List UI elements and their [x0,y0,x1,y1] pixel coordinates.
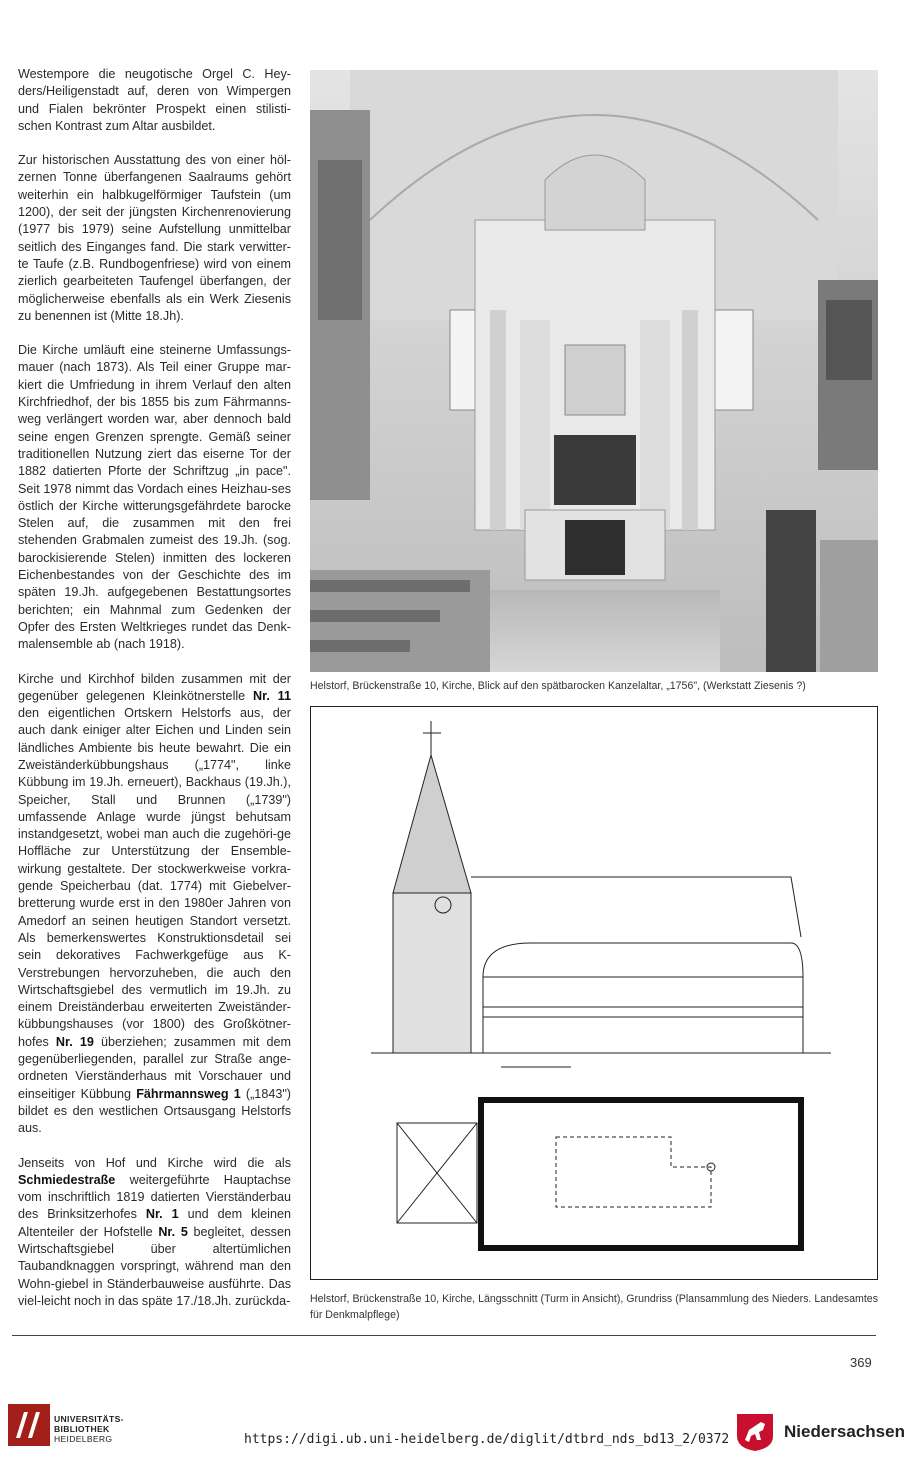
body-text-column [18,66,291,1327]
digitization-footer [0,1400,921,1466]
architectural-drawing [310,706,878,1280]
permalink-url[interactable]: https://digi.ub.uni-heidelberg.de/diglit/dtbrd_nds_bd13_2/0372 [244,1432,730,1447]
paragraph-schmiedestrasse: Jenseits von Hof und Kirche wird die als Schmiedestraße weitergeführte Hauptachse vom inschriftlich 1819 datierten Vierständerbau des Brinksitzerhofes Nr. 1 und dem kleinen Altenteiler der Hofstelle Nr. 5 begleitet, dessen Wirtschaftsgiebel über altertümlichen Taubandknaggen vorspringt, während man den Wohn-giebel in Ständerbauweise ausführte. Das viel-leicht noch in das späte 17./18.Jh. zurückda- [18,1155,291,1308]
brand-name: Niedersachsen [784,1422,905,1441]
ref-nr-19: Nr. 19 [55,1034,94,1049]
paragraph-organ: Westempore die neugotische Orgel C. Hey-ders/Heiligenstadt auf, deren von Wimpergen und Fialen bekrönter Prospekt einen stilisti-schen Kontrast zum Altar ausbildet. [18,67,291,133]
ref-nr-5: Nr. 5 [158,1224,188,1239]
lower-saxony-horse-icon [735,1412,775,1452]
footer-rule [12,1335,876,1336]
page-number: 369 [850,1355,872,1370]
paragraph-furnishings: Zur historischen Ausstattung des von einer höl-zernen Tonne überfangenen Saalraums gehört weiterhin ein halbkugelförmiger Taufstein (um 1200), der seit der jüngsten Kirchenrenovierung (1977 bis 1979) seine Aufstellung unmittelbar seitlich des Einganges fand. Die stark verwitter-te Taufe (z.B. Rundbogenfriese) wird von einem zierlich gearbeiteten Taufengel überfangen, der möglicherweise ebenfalls als ein Werk Ziesenis zu benennen ist (Mitte 18.Jh). [18,153,291,323]
ref-nr-11: Nr. 11 [253,688,291,703]
drawing-caption: Helstorf, Brückenstraße 10, Kirche, Längsschnitt (Turm in Ansicht), Grundriss (Plansammlung des Nieders. Landesamtes für Denkmalpflege) [310,1293,878,1321]
ref-schmiedestrasse: Schmiedestraße [18,1172,116,1187]
university-library-logo-icon [8,1404,50,1446]
photo-caption: Helstorf, Brückenstraße 10, Kirche, Blick auf den spätbarocken Kanzelaltar, „1756", (Werkstatt Ziesenis ?) [310,680,806,692]
paragraph-churchyard-wall: Die Kirche umläuft eine steinerne Umfassungs-mauer (nach 1873). Als Teil einer Gruppe mar-kiert die Umfriedung in ihrem Verlauf den alten Kirchfriedhof, der bis 1855 bis zum Fährmanns-weg verlängert worden war, aber dennoch bald seine engen Grenzen sprengte. Gemäß seiner traditionellen Nutzung ziert das eiserne Tor der 1882 datierten Pforte der Schriftzug „in pace". Seit 1978 nimmt das Vordach eines Heizhau-ses östlich der Kirche witterungsgefährdete barocke Stelen auf, die zusammen mit den frei stehenden Grabmalen zumeist des 19.Jh. (sog. barockisierende Stelen) inmitten des lockeren Eichenbestandes von der Geschichte des im späten 19.Jh. aufgegebenen Bestattungsortes berichten; ein Mahnmal zum Gedenken der Opfer des Ersten Weltkrieges rundet das Denk-malensemble ab (nach 1918). [18,343,291,652]
ref-faehrmannsweg-1: Fährmannsweg 1 [136,1086,241,1101]
church-interior-photo [310,70,878,672]
paragraph-village-core: Kirche und Kirchhof bilden zusammen mit der gegenüber gelegenen Kleinkötnerstelle Nr. 11 den eigentlichen Ortskern Helstorfs aus, der auch dank einiger alter Eichen und Linden sein ländliches Ambiente bis heute bewahrt. Die ein Zweiständerkübbungshaus („1774", linke Kübbung im 19.Jh. erneuert), Backhaus (19.Jh.), Speicher, Stall und Brunnen („1739") umfassende Anlage wurde jüngst behutsam instandgesetzt, wobei man auch die zugehöri-ge Hofflächе zur Unterstützung der Ensemble-wirkung gestaltete. Der stockwerkweise vorkra-gende Speicherbau (dat. 1774) mit Giebelver-bretterung wurde erst in den 1980er Jahren von Amedorf an seinen heutigen Standort versetzt. Als bemerkenswertes Konstruktionsdetail sei sein dekoratives Fachwerkgefüge aus K-Verstrebungen hervorzuheben, die auch den Wirtschaftsgiebel des vermutlich im 19.Jh. zu einem Dreiständerbau erweiterten Zweiständer-kübbungshauses (vor 1800) des Großkötner-hofes Nr. 19 überziehen; zusammen mit dem gegenüberliegenden, parallel zur Straße ange-ordneten Vierständerhaus mit Vorschauer und einseitiger Kübbung Fährmannsweg 1 („1843") bildet es den westlichen Ortsausgang Helstorfs aus. [18,671,291,1136]
university-library-name: UNIVERSITÄTS- BIBLIOTHEK HEIDELBERG [54,1414,124,1444]
ref-nr-1: Nr. 1 [145,1207,179,1222]
